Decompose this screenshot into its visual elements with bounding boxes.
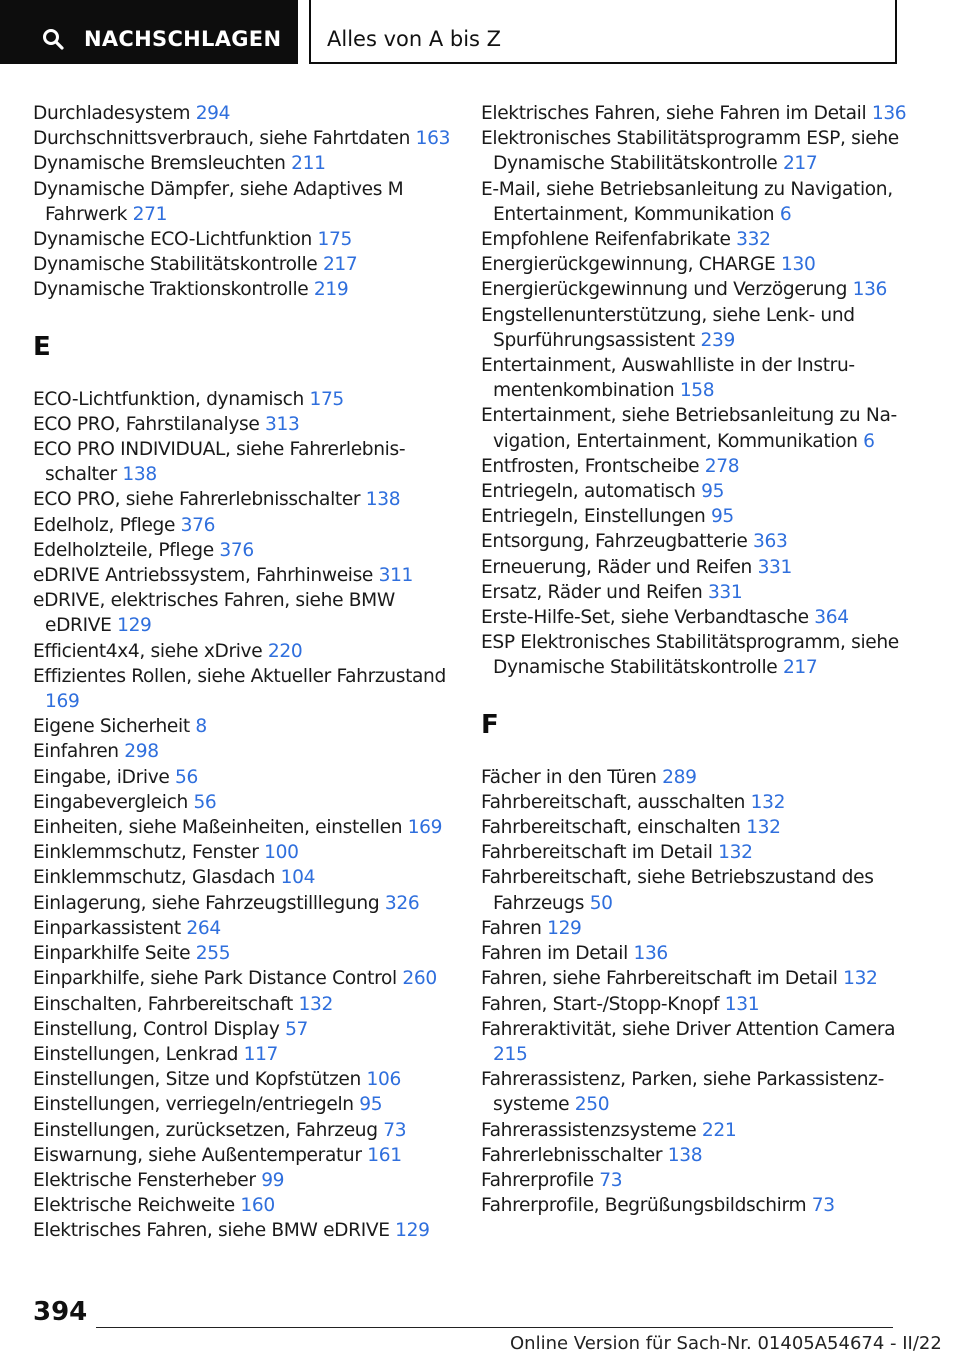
page-reference-link[interactable]: 158	[679, 380, 715, 402]
page-reference-link[interactable]: 95	[359, 1094, 383, 1116]
page-reference-link[interactable]: 264	[186, 917, 221, 939]
index-entry-term: Fahren, siehe Fahrbereitschaft im Detail	[481, 968, 838, 990]
index-entry-term: Einlagerung, siehe Fahrzeugstilllegung	[33, 892, 380, 914]
section-tab-label: NACHSCHLAGEN	[84, 27, 282, 51]
page-reference-link[interactable]: 6	[779, 203, 792, 225]
page-reference-link[interactable]: 278	[704, 455, 740, 477]
index-entry-term: Einstellungen, verriegeln/entriegeln	[33, 1094, 354, 1116]
index-entry	[33, 513, 463, 538]
index-entry	[33, 1042, 463, 1067]
index-entry-term: Edelholz, Pflege	[33, 514, 176, 536]
page-reference-link[interactable]: 376	[180, 514, 216, 536]
index-entry	[481, 353, 911, 403]
index-entry	[33, 765, 463, 790]
index-entry	[33, 840, 463, 865]
page-reference-link[interactable]: 326	[384, 892, 420, 914]
chapter-title: Alles von A bis Z	[327, 27, 502, 51]
index-entry-term: Eigene Sicherheit	[33, 716, 190, 738]
index-entry-term: Fahrbereitschaft im Detail	[481, 842, 713, 864]
page-reference-link[interactable]: 160	[240, 1195, 275, 1217]
page-reference-link[interactable]: 138	[365, 489, 401, 511]
index-entry-term: Elektrische Reichweite	[33, 1195, 235, 1217]
index-entry	[481, 815, 911, 840]
index-entry-term: Entertainment, siehe Betriebsanleitung zu Navigation, Entertainment, Kommunikation	[481, 405, 898, 452]
index-entry	[33, 664, 463, 714]
index-entry-term: Fahrerassistenz, Parken, siehe Parkassistenzsysteme	[481, 1069, 885, 1116]
index-entry-term: Fahren, Start-/Stopp-Knopf	[481, 993, 720, 1015]
page-number: 394	[33, 1297, 88, 1327]
index-entry-term: Empfohlene Reifenfabrikate	[481, 229, 731, 251]
page-reference-link[interactable]: 313	[265, 413, 300, 435]
page-reference-link[interactable]: 217	[782, 657, 818, 679]
index-entry	[33, 739, 463, 764]
index-entry-term: Einstellungen, zurücksetzen, Fahrzeug	[33, 1119, 378, 1141]
index-entry	[481, 479, 911, 504]
index-entry	[481, 303, 911, 353]
page-reference-link[interactable]: 50	[589, 892, 613, 914]
index-entry-term: Entriegeln, automatisch	[481, 481, 696, 503]
page-reference-link[interactable]: 271	[132, 203, 168, 225]
index-entry	[33, 1218, 463, 1243]
index-entry-term: Eingabevergleich	[33, 791, 188, 813]
page-reference-link[interactable]: 73	[599, 1169, 623, 1191]
index-entry-term: Erneuerung, Räder und Reifen	[481, 556, 752, 578]
page-reference-link[interactable]: 6	[863, 430, 875, 452]
index-entry-term: Engstellenunterstützung, siehe Lenk- und Spurführungsassistent	[481, 304, 855, 351]
index-entry	[33, 1092, 463, 1117]
index-entry-term: Fahrerprofile, Begrüßungsbildschirm	[481, 1195, 807, 1217]
index-entry-term: Eingabe, iDrive	[33, 766, 170, 788]
index-entry-term: Elektronisches Stabilitätsprogramm ESP, siehe Dynamische Stabilitätskontrolle	[481, 128, 899, 175]
index-entry	[481, 252, 911, 277]
index-entry	[481, 1168, 911, 1193]
index-entry-term: E-Mail, siehe Betriebsanleitung zu Navigation, Entertainment, Kommunikation	[481, 178, 893, 225]
index-entry	[33, 588, 463, 638]
page-reference-link[interactable]: 8	[195, 716, 207, 738]
index-entry	[481, 605, 911, 630]
page-reference-link[interactable]: 132	[750, 791, 786, 813]
index-entry-term: Einparkhilfe Seite	[33, 943, 191, 965]
index-entry-term: Elektrische Fensterheber	[33, 1169, 256, 1191]
index-entry-term: Einklemmschutz, Glasdach	[33, 867, 276, 889]
index-entry	[481, 941, 911, 966]
index-entry	[481, 101, 911, 126]
page-reference-link[interactable]: 250	[574, 1094, 610, 1116]
index-entry	[33, 151, 463, 176]
page-reference-link[interactable]: 332	[736, 229, 771, 251]
index-entry	[33, 538, 463, 563]
index-entry-term: Dynamische Dämpfer, siehe Adaptives M Fahrwerk	[33, 178, 404, 225]
index-entry-term: Dynamische Bremsleuchten	[33, 153, 286, 175]
index-letter-heading: E	[33, 331, 51, 362]
index-entry-term: Einstellung, Control Display	[33, 1018, 280, 1040]
page-reference-link[interactable]: 138	[667, 1144, 703, 1166]
index-entry	[481, 1193, 911, 1218]
page-reference-link[interactable]: 99	[261, 1169, 285, 1191]
page-reference-link[interactable]: 95	[701, 481, 725, 503]
index-entry-term: Durchschnittsverbrauch, siehe Fahrtdaten	[33, 128, 411, 150]
index-entry	[481, 1118, 911, 1143]
index-entry-term: Einparkhilfe, siehe Park Distance Control	[33, 968, 397, 990]
index-entry	[481, 504, 911, 529]
index-entry	[33, 252, 463, 277]
page-reference-link[interactable]: 131	[724, 993, 760, 1015]
index-entry-term: Fahren im Detail	[481, 943, 628, 965]
index-entry-term: Entfrosten, Frontscheibe	[481, 455, 700, 477]
index-entry	[481, 966, 911, 991]
index-entry	[33, 412, 463, 437]
page-reference-link[interactable]: 129	[395, 1220, 430, 1242]
page-reference-link[interactable]: 56	[193, 791, 217, 813]
index-entry-term: Einstellungen, Sitze und Kopfstützen	[33, 1069, 361, 1091]
index-entry	[33, 966, 463, 991]
page-reference-link[interactable]: 364	[814, 607, 849, 629]
index-entry-term: Fahrbereitschaft, ausschalten	[481, 791, 746, 813]
page-reference-link[interactable]: 169	[45, 691, 80, 713]
index-entry	[481, 580, 911, 605]
page-reference-link[interactable]: 73	[811, 1195, 835, 1217]
index-entry	[481, 790, 911, 815]
chapter-header	[309, 0, 897, 64]
page-reference-link[interactable]: 331	[757, 556, 793, 578]
page-reference-link[interactable]: 132	[298, 993, 333, 1015]
index-entry	[33, 1168, 463, 1193]
index-entry	[33, 487, 463, 512]
index-entry	[481, 1017, 911, 1067]
page-reference-link[interactable]: 211	[291, 153, 326, 175]
index-entry	[33, 790, 463, 815]
index-entry	[33, 437, 463, 487]
index-entry-term: Fahrbereitschaft, siehe Betriebszustand des Fahrzeugs	[481, 867, 874, 914]
index-entry-term: ESP Elektronisches Stabilitätsprogramm, siehe Dynamische Stabilitätskontrolle	[481, 632, 899, 679]
index-entry-term: Fahrbereitschaft, einschalten	[481, 817, 741, 839]
index-entry	[33, 992, 463, 1017]
page-reference-link[interactable]: 138	[122, 464, 157, 486]
index-entry	[33, 891, 463, 916]
index-entry	[33, 1067, 463, 1092]
index-entry-term: Fächer in den Türen	[481, 766, 657, 788]
page-reference-link[interactable]: 289	[662, 766, 697, 788]
page-reference-link[interactable]: 136	[633, 943, 668, 965]
index-entry	[33, 941, 463, 966]
index-entry-term: Fahren	[481, 917, 542, 939]
index-entry	[481, 126, 911, 176]
index-entry	[481, 403, 911, 453]
index-entry	[33, 277, 463, 302]
index-entry-term: Ersatz, Räder und Reifen	[481, 581, 703, 603]
index-entry-term: Efficient4x4, siehe xDrive	[33, 640, 263, 662]
index-entry	[33, 563, 463, 588]
page-reference-link[interactable]: 239	[700, 329, 735, 351]
index-entry-term: Einschalten, Fahrbereitschaft	[33, 993, 293, 1015]
index-entry-term: Fahrerlebnisschalter	[481, 1144, 663, 1166]
index-entry-term: Einheiten, siehe Maßeinheiten, einstellen	[33, 817, 403, 839]
index-entry-term: Einfahren	[33, 741, 119, 763]
index-entry-term: ECO PRO, Fahrstilanalyse	[33, 413, 260, 435]
section-tab	[0, 0, 298, 64]
index-entry-term: ECO PRO, siehe Fahrerlebnisschalter	[33, 489, 361, 511]
page-reference-link[interactable]: 294	[195, 103, 231, 124]
index-entry-term: Erste-Hilfe-Set, siehe Verbandtasche	[481, 607, 809, 629]
index-entry	[33, 714, 463, 739]
index-entry	[33, 387, 463, 412]
search-icon	[42, 28, 64, 50]
page-reference-link[interactable]: 217	[322, 254, 358, 276]
page-reference-link[interactable]: 106	[366, 1069, 401, 1091]
page-reference-link[interactable]: 215	[493, 1043, 528, 1065]
index-entry	[33, 1118, 463, 1143]
page-reference-link[interactable]: 56	[175, 766, 198, 788]
page-reference-link[interactable]: 136	[852, 279, 888, 301]
index-entry-term: Fahreraktivität, siehe Driver Attention Camera	[481, 1018, 896, 1040]
index-entry-term: Dynamische Traktionskontrolle	[33, 279, 309, 301]
page-reference-link[interactable]: 129	[547, 917, 582, 939]
page-reference-link[interactable]: 100	[264, 842, 299, 864]
index-entry	[481, 992, 911, 1017]
page-reference-link[interactable]: 132	[718, 842, 753, 864]
index-entry	[481, 277, 911, 302]
index-entry	[33, 815, 463, 840]
index-letter-heading: F	[481, 709, 499, 740]
page-reference-link[interactable]: 175	[317, 229, 352, 251]
index-entry	[481, 555, 911, 580]
index-entry	[481, 765, 911, 790]
page-reference-link[interactable]: 132	[843, 968, 878, 990]
page-reference-link[interactable]: 298	[124, 741, 159, 763]
index-column-left	[33, 101, 463, 1244]
index-entry	[33, 916, 463, 941]
index-entry-term: ECO PRO INDIVIDUAL, siehe Fahrerlebnisschalter	[33, 439, 406, 486]
index-entry-term: Fahrerprofile	[481, 1169, 594, 1191]
index-entry	[481, 177, 911, 227]
page-reference-link[interactable]: 73	[383, 1119, 407, 1141]
page-reference-link[interactable]: 104	[280, 867, 316, 889]
page-reference-link[interactable]: 169	[407, 817, 443, 839]
page-reference-link[interactable]: 311	[378, 565, 414, 587]
page-reference-link[interactable]: 376	[219, 539, 254, 561]
index-entry-term: Entsorgung, Fahrzeugbatterie	[481, 531, 748, 553]
index-entry-term: Entriegeln, Einstellungen	[481, 506, 706, 528]
index-entry	[33, 639, 463, 664]
index-entry-term: Dynamische ECO-Lichtfunktion	[33, 229, 312, 251]
index-entry-term: Entertainment, Auswahlliste in der Instrumentenkombination	[481, 355, 856, 402]
page-reference-link[interactable]: 129	[117, 615, 152, 637]
page-reference-link[interactable]: 132	[746, 817, 781, 839]
index-entry	[33, 227, 463, 252]
page-reference-link[interactable]: 260	[402, 968, 437, 990]
index-entry	[481, 1067, 911, 1117]
index-entry-term: eDRIVE, elektrisches Fahren, siehe BMW eDRIVE	[33, 590, 395, 637]
page-reference-link[interactable]: 95	[710, 506, 734, 528]
index-entry-term: Einstellungen, Lenkrad	[33, 1043, 239, 1065]
page-reference-link[interactable]: 136	[871, 103, 907, 124]
index-entry	[33, 1143, 463, 1168]
index-entry	[33, 126, 463, 151]
index-entry	[481, 1143, 911, 1168]
index-entry-term: Elektrisches Fahren, siehe BMW eDRIVE	[33, 1220, 390, 1242]
footer-version-note: Online Version für Sach-Nr. 01405A54674 - II/22	[510, 1333, 942, 1354]
index-entry-term: Einklemmschutz, Fenster	[33, 842, 259, 864]
index-entry	[33, 177, 463, 227]
page-reference-link[interactable]: 117	[243, 1043, 279, 1065]
index-entry-term: Effizientes Rollen, siehe Aktueller Fahrzustand	[33, 665, 446, 687]
page-reference-link[interactable]: 219	[313, 279, 349, 301]
page-reference-link[interactable]: 255	[195, 943, 231, 965]
index-entry	[481, 916, 911, 941]
page-reference-link[interactable]: 331	[707, 581, 743, 603]
index-entry	[481, 454, 911, 479]
index-entry-term: Energierückgewinnung, CHARGE	[481, 254, 776, 276]
index-entry-term: Durchladesystem	[33, 103, 191, 124]
index-entry	[481, 227, 911, 252]
page-reference-link[interactable]: 220	[267, 640, 303, 662]
page-reference-link[interactable]: 363	[753, 531, 788, 553]
page-reference-link[interactable]: 221	[701, 1119, 737, 1141]
index-entry	[481, 529, 911, 554]
index-entry-term: Energierückgewinnung und Verzögerung	[481, 279, 848, 301]
page-reference-link[interactable]: 161	[367, 1144, 402, 1166]
index-entry-term: Fahrerassistenzsysteme	[481, 1119, 697, 1141]
index-entry-term: Elektrisches Fahren, siehe Fahren im Detail	[481, 103, 867, 124]
index-entry	[481, 630, 911, 680]
index-entry-term: eDRIVE Antriebssystem, Fahrhinweise	[33, 565, 374, 587]
index-entry	[33, 865, 463, 890]
index-column-right	[481, 101, 911, 1218]
index-entry	[481, 840, 911, 865]
index-entry	[33, 1017, 463, 1042]
index-entry	[33, 101, 463, 126]
page-reference-link[interactable]: 217	[782, 153, 818, 175]
footer-divider	[96, 1327, 893, 1328]
index-entry-term: Dynamische Stabilitätskontrolle	[33, 254, 318, 276]
index-entry-term: Eiswarnung, siehe Außentemperatur	[33, 1144, 362, 1166]
page-reference-link[interactable]: 57	[285, 1018, 309, 1040]
page-reference-link[interactable]: 130	[781, 254, 816, 276]
index-entry-term: Einparkassistent	[33, 917, 181, 939]
page-reference-link[interactable]: 175	[309, 388, 344, 410]
index-entry	[33, 1193, 463, 1218]
index-entry	[481, 865, 911, 915]
index-entry-term: ECO-Lichtfunktion, dynamisch	[33, 388, 304, 410]
page-reference-link[interactable]: 163	[415, 128, 451, 150]
index-entry-term: Edelholzteile, Pflege	[33, 539, 214, 561]
